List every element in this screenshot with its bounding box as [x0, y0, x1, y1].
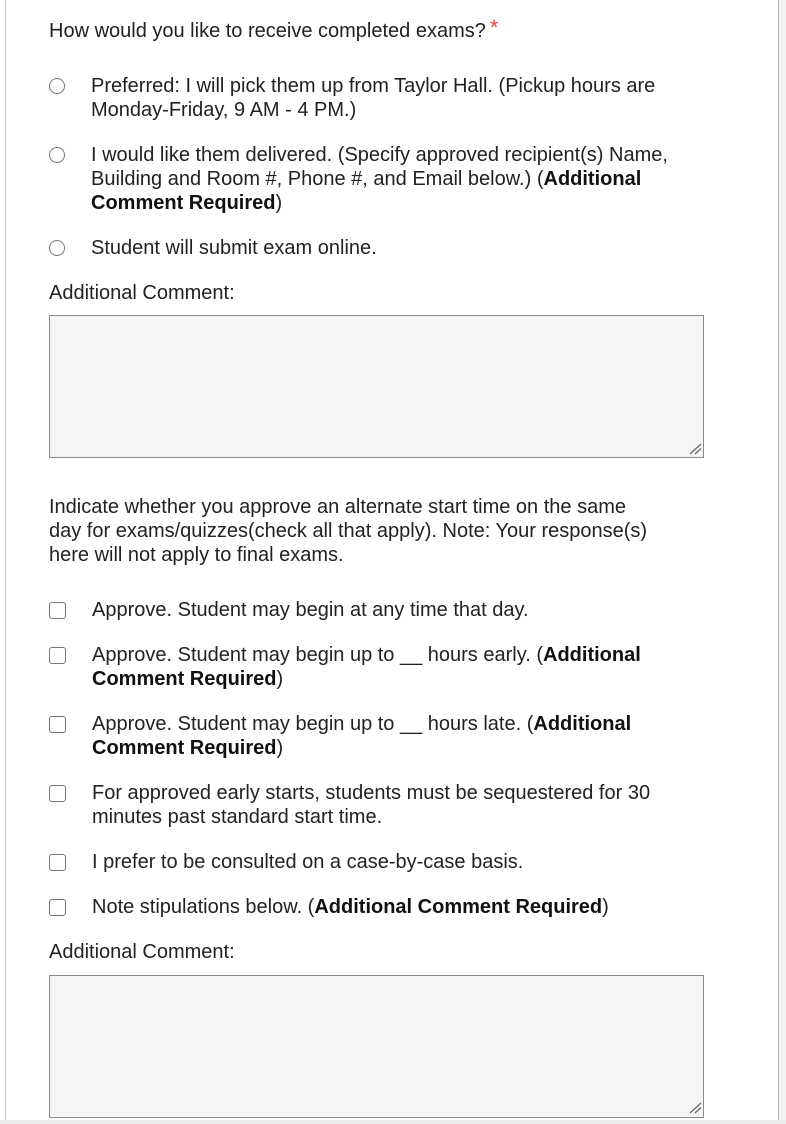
radio-online[interactable] — [49, 240, 65, 256]
start-option-case-by-case-label[interactable] — [92, 850, 692, 874]
option-text: Approve. Student may begin up to __ hours late. ( — [92, 713, 534, 735]
option-text-after: ) — [276, 737, 284, 759]
start-option-late-label[interactable] — [92, 712, 692, 760]
start-time-comment-textarea[interactable] — [49, 975, 704, 1118]
start-option-case-by-case[interactable] — [49, 850, 709, 874]
start-option-early-label[interactable] — [92, 643, 692, 691]
option-text: Student will submit exam online. — [91, 237, 377, 259]
option-text: Note stipulations below. ( — [92, 896, 315, 918]
delivery-question-text: How would you like to receive completed exams? — [49, 20, 486, 42]
checkbox-early[interactable] — [49, 647, 66, 664]
delivery-option-pickup[interactable] — [49, 74, 709, 122]
option-text-after: ) — [602, 896, 609, 918]
checkbox-late[interactable] — [49, 716, 66, 733]
delivery-option-online[interactable] — [49, 236, 709, 260]
resize-grip-icon[interactable] — [688, 443, 702, 455]
additional-comment-required-note: Additional Comment Required — [92, 713, 632, 759]
delivery-option-pickup-label[interactable] — [91, 74, 691, 122]
delivery-option-online-label[interactable] — [91, 236, 691, 260]
checkbox-any-time[interactable] — [49, 602, 66, 619]
delivery-comment-label: Additional Comment: — [49, 282, 235, 304]
delivery-comment-textarea[interactable] — [49, 315, 704, 458]
start-option-any-time[interactable] — [49, 598, 709, 622]
option-text: For approved early starts, students must be sequestered for 30 minutes past standard start time. — [92, 782, 651, 828]
window-scrollbar-track[interactable] — [778, 0, 786, 1124]
radio-delivered[interactable] — [49, 147, 65, 163]
delivery-option-delivered[interactable] — [49, 143, 709, 215]
checkbox-sequester[interactable] — [49, 785, 66, 802]
radio-pickup[interactable] — [49, 78, 65, 94]
window-left-edge — [0, 0, 6, 1124]
checkbox-stipulations[interactable] — [49, 899, 66, 916]
start-time-question-label: Indicate whether you approve an alternate start time on the same day for exams/quizzes(check all that apply). Note: Your response(s) here will not apply to final exams. — [49, 496, 648, 566]
option-text: Approve. Student may begin up to __ hours early. ( — [92, 644, 544, 666]
required-asterisk-icon: * — [489, 15, 499, 40]
start-option-stipulations-label[interactable] — [92, 895, 692, 919]
additional-comment-required-note: Additional Comment Required — [91, 168, 642, 214]
start-option-any-time-label[interactable] — [92, 598, 692, 622]
option-text: I would like them delivered. (Specify approved recipient(s) Name, Building and Room #, Phone #, and Email below.) ( — [91, 144, 668, 190]
start-option-early[interactable] — [49, 643, 709, 691]
option-text-after: ) — [275, 192, 283, 214]
start-option-stipulations[interactable] — [49, 895, 709, 919]
option-text-after: ) — [276, 668, 284, 690]
start-option-sequester[interactable] — [49, 781, 709, 829]
start-time-comment-label: Additional Comment: — [49, 941, 235, 963]
resize-grip-icon[interactable] — [688, 1102, 702, 1114]
start-option-late[interactable] — [49, 712, 709, 760]
window-bottom-edge — [0, 1120, 786, 1124]
checkbox-case-by-case[interactable] — [49, 854, 66, 871]
delivery-question-label — [49, 15, 499, 43]
start-option-sequester-label[interactable] — [92, 781, 692, 829]
additional-comment-required-note: Additional Comment Required — [314, 896, 603, 918]
delivery-option-delivered-label[interactable] — [91, 143, 691, 215]
option-text: Approve. Student may begin at any time that day. — [92, 599, 529, 621]
option-text: I prefer to be consulted on a case-by-case basis. — [92, 851, 524, 873]
option-text: Preferred: I will pick them up from Taylor Hall. (Pickup hours are Monday-Friday, 9 AM - 4 PM.) — [91, 75, 656, 121]
additional-comment-required-note: Additional Comment Required — [92, 644, 641, 690]
